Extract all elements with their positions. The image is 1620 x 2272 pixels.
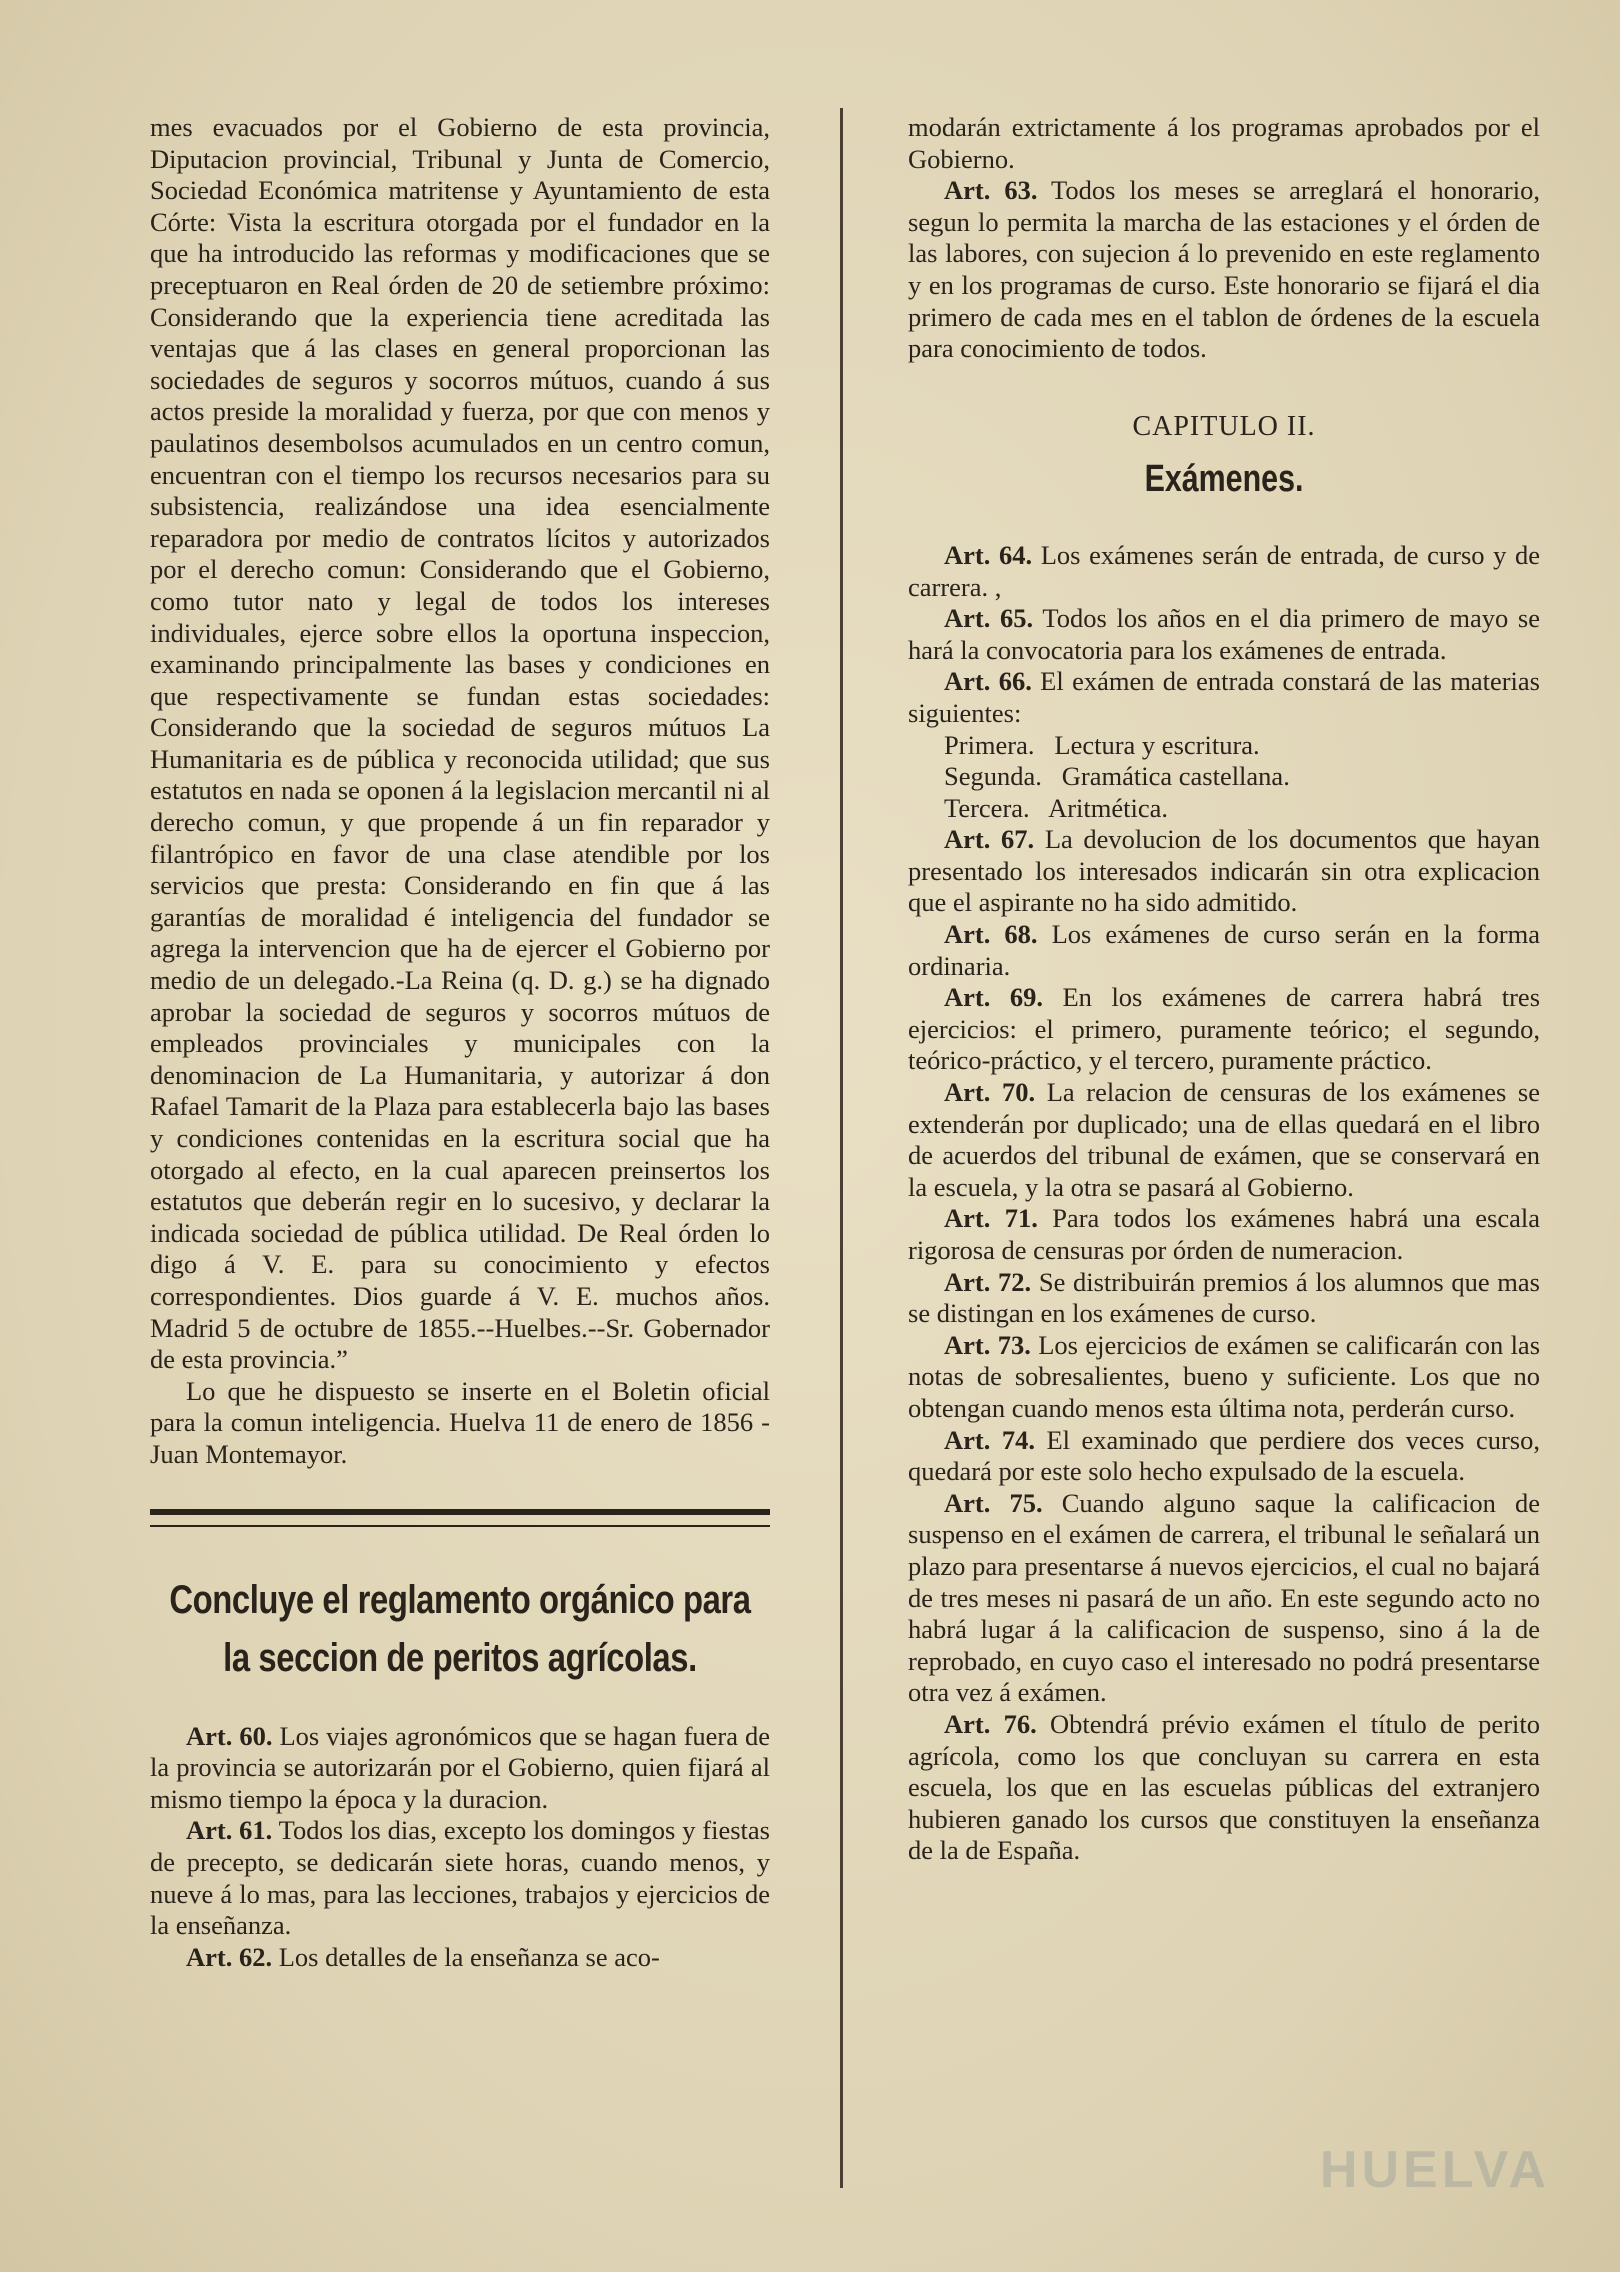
left-column	[150, 112, 770, 1973]
article-60: Art. 60. Los viajes agronómicos que se hagan fuera de la provincia se autorizarán por el Gobierno, quien fijará al mismo tiempo la época y la duracion.	[150, 1720, 771, 1814]
article-66: Art. 66. El exámen de entrada constará de las materias siguientes:	[908, 666, 1540, 728]
list-item: Segunda. Gramática castellana.	[944, 761, 1290, 792]
article-74: Art. 74. El examinado que perdiere dos veces curso, quedará por este solo hecho expulsado de la escuela.	[908, 1424, 1540, 1487]
archive-watermark	[1300, 2142, 1550, 2232]
chapter-heading: CAPITULO II.	[1132, 410, 1316, 442]
article-65: Art. 65. Todos los años en el dia primero de mayo se hará la convocatoria para los exámenes de entrada.	[908, 603, 1540, 665]
decree-paragraph: mes evacuados por el Gobierno de esta provincia, Diputacion provincial, Tribunal y Junta de Comercio, Sociedad Económica matritense y Ayuntamiento de esta Córte: Vista la escritura otorgada por el fundador en la que ha introducido las reformas y modificaciones que se preceptuaron en Real órden de 20 de setiembre próximo: Considerando que la experiencia tiene acreditada las ventajas que á las clases en general proporcionan las sociedades de seguros y socorros mútuos, cuando á sus actos preside la moralidad y fuerza, por que con menos y paulatinos desembolsos acumulados en un centro comun, encuentran con el tiempo los recursos necesarios para su subsistencia, realizándose una idea esencialmente reparadora por medio de contratos lícitos y autorizados por el derecho comun: Considerando que el Gobierno, como tutor nato y legal de todos los intereses individuales, ejerce sobre ellos la oportuna inspeccion, examinando principalmente las bases y condiciones en que respectivamente se fundan estas sociedades: Considerando que la sociedad de seguros mútuos La Humanitaria es de pública y reconocida utilidad; que sus estatutos en nada se oponen á la legislacion mercantil ni al derecho comun, y que propende á un fin reparador y filantrópico en favor de una clase atendible por los servicios que presta: Considerando en fin que á las garantías de moralidad é inteligencia del fundador se agrega la intervencion que ha de ejercer el Gobierno por medio de un delegado.-La Reina (q. D. g.) se ha dignado aprobar la sociedad de seguros y socorros mútuos de empleados provinciales y municipales con la denominacion de La Humanitaria, y autorizar á don Rafael Tamarit de la Plaza para establecerla bajo las bases y condiciones contenidas en la escritura social que ha otorgado al efecto, en la cual aparecen preinsertos los estatutos que deberán regir en lo sucesivo, y declarar la indicada sociedad de pública utilidad. De Real órden lo digo á V. E. para su conocimiento y efectos correspondientes. Dios guarde á V. E. muchos años. Madrid 5 de octubre de 1855.--Huelbes.--Sr. Gobernador de esta provincia.”	[150, 112, 770, 1375]
article-62: Art. 62. Los detalles de la enseñanza se aco-	[186, 1941, 660, 1972]
article-69: Art. 69. En los exámenes de carrera habrá tres ejercicios: el primero, puramente teórico; el segundo, teórico-práctico, y el tercero, puramente práctico.	[908, 982, 1541, 1076]
chapter-title: Exámenes.	[1144, 458, 1304, 501]
publication-notice: Lo que he dispuesto se inserte en el Boletin oficial para la comun inteligencia. Huelva 11 de enero de 1856 -Juan Montemayor.	[150, 1375, 770, 1469]
article-67: Art. 67. La devolucion de los documentos que hayan presentado los interesados indicarán sin otra explicacion que el aspirante no ha sido admitido.	[908, 824, 1541, 918]
article-76: Art. 76. Obtendrá prévio exámen el título de perito agrícola, como los que concluyan su carrera en esta escuela, los que en las escuelas públicas del extranjero hubieren ganado los cursos que constituyen la enseñanza de la de España.	[908, 1708, 1540, 1866]
article-61: Art. 61. Todos los dias, excepto los domingos y fiestas de precepto, se dedicarán siete horas, cuando menos, y nueve á lo mas, para las lecciones, trabajos y ejercicios de la enseñanza.	[150, 1815, 770, 1941]
watermark-text: HUELVA	[1319, 2141, 1550, 2199]
article-73: Art. 73. Los ejercicios de exámen se calificarán con las notas de sobresalientes, bueno y suficiente. Los que no obtengan cuando menos esta última nota, perderán curso.	[908, 1329, 1541, 1423]
list-item: Primera. Lectura y escritura.	[944, 729, 1260, 760]
article-72: Art. 72. Se distribuirán premios á los alumnos que mas se distingan en los exámenes de curso.	[908, 1266, 1540, 1329]
article-63: Art. 63. Todos los meses se arreglará el honorario, segun lo permita la marcha de las estaciones y el órden de las labores, con sujecion á lo prevenido en este reglamento y en los programas de curso. Este honorario se fijará el dia primero de cada mes en el tablon de órdenes de la escuela para conocimiento de todos.	[908, 175, 1540, 364]
article-64: Art. 64. Los exámenes serán de entrada, de curso y de carrera. ,	[908, 539, 1540, 602]
article-71: Art. 71. Para todos los exámenes habrá una escala rigorosa de censuras por órden de numeracion.	[908, 1203, 1541, 1265]
list-item: Tercera. Aritmética.	[944, 792, 1169, 823]
article-70: Art. 70. La relacion de censuras de los exámenes se extenderán por duplicado; una de ellas quedará en el libro de acuerdos del tribunal de exámen, que se conservará en la escuela, y la otra se pasará al Gobierno.	[908, 1077, 1540, 1202]
section-divider-rule	[150, 1509, 770, 1527]
column-divider	[840, 108, 843, 2188]
right-column	[908, 112, 1540, 1867]
section-title: Concluye el reglamento orgánico para la seccion de peritos agrícolas.	[169, 1577, 751, 1680]
article-68: Art. 68. Los exámenes de curso serán en la forma ordinaria.	[908, 919, 1540, 981]
article-75: Art. 75. Cuando alguno saque la calificacion de suspenso en el exámen de carrera, el tribunal le señalará un plazo para presentarse á nuevos ejercicios, el cual no bajará de tres meses ni pasará de un año. En este segundo acto no habrá lugar á la calificacion de suspenso, sino á la de reprobado, en cuyo caso el interesado no podrá presentarse otra vez á exámen.	[908, 1487, 1541, 1708]
article-62-continuation: modarán extrictamente á los programas aprobados por el Gobierno.	[908, 112, 1540, 174]
